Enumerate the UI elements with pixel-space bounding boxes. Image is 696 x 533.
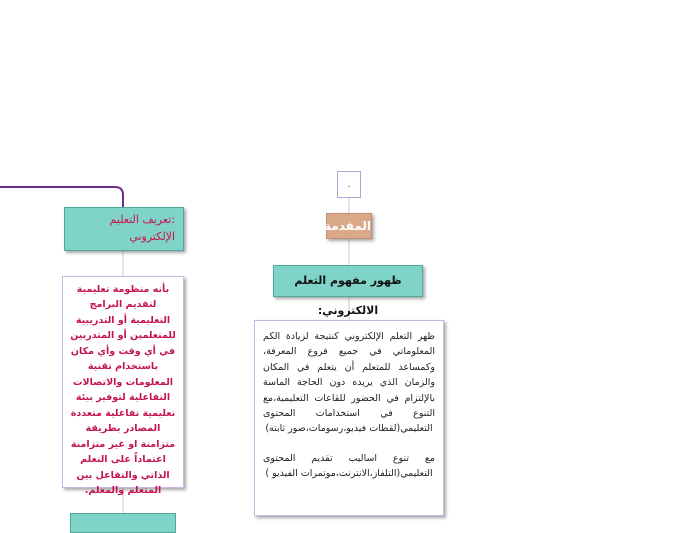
emergence-paragraph-2: مع تنوع اساليب تقديم المحتوى التعليمي(التلفاز،الانترنت،موتمرات الفيديو ): [263, 452, 435, 479]
root-stub-node[interactable]: [337, 171, 361, 198]
next-topic-node[interactable]: [70, 513, 176, 533]
definition-description-node[interactable]: [62, 276, 184, 497]
definition-title: :تعريف التعليم الإلكتروني: [109, 213, 175, 243]
introduction-title: المقدمة: [324, 219, 371, 233]
root-stub-text: .: [347, 180, 351, 190]
definition-text: بأنه منظومة تعليمية لتقديم البرامج التعليمية أو التدريبية للمتعلمين أو المتدربين في أي وقت وأي مكان باستخدام تقنية المعلومات والاتصالات التفاعلية لتوفير بيئة تعليمية تفاعلية متعددة المصادر بطريقة متزامنة او غير متزامنة اعتماداً على التعلم الذاتي والتفاعل بين المتعلم والمعلم.: [70, 284, 176, 497]
emergence-paragraph-1: ظهر التعلم الإلكتروني كنتيجة لزيادة الكم المعلوماتي في جميع فروع المعرفة، وكمساعد للمتعلم أن يتعلم في المكان والزمان الذي يريده دون الحاجة الماسة بالإلتزام في الحضور للقاعات التعليمية،مع التنوع في استخدامات المحتوى التعليمي(لقطات فيديو،رسومات،صور ثابته): [263, 331, 435, 435]
emergence-concept-node[interactable]: [273, 265, 423, 317]
definition-node[interactable]: [64, 207, 184, 251]
emergence-description-node[interactable]: [254, 320, 444, 516]
emergence-title: ظهور مفهوم التعلم الالكتروني:: [294, 274, 402, 317]
introduction-node[interactable]: [326, 213, 372, 239]
